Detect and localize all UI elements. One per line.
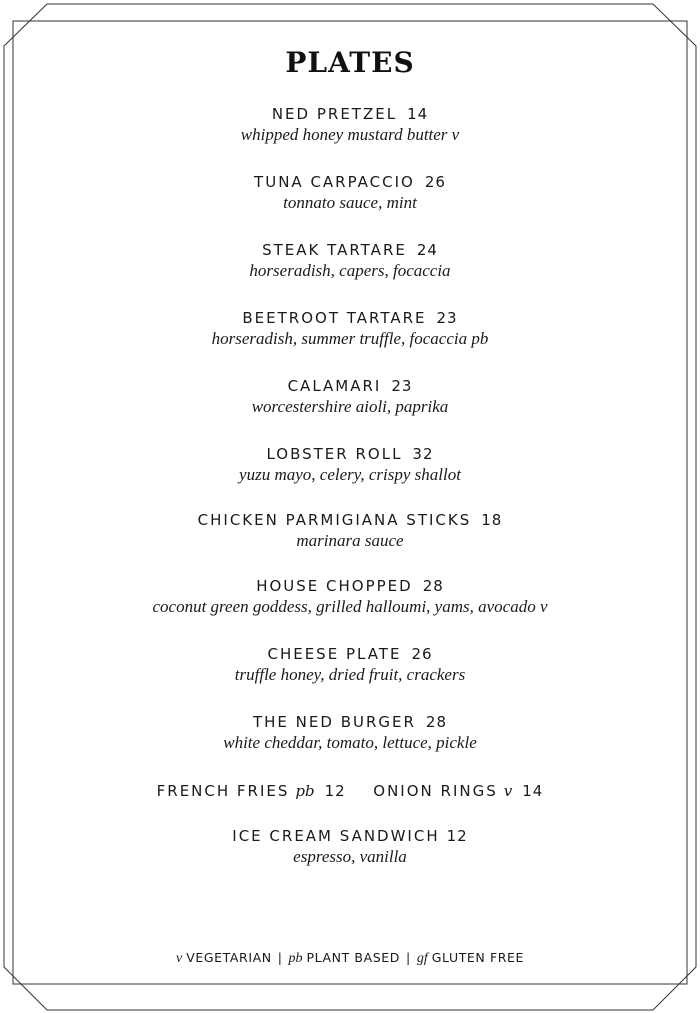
item-name-line xyxy=(0,444,700,464)
menu-item xyxy=(0,172,700,214)
item-name-line xyxy=(0,644,700,664)
item-name-line xyxy=(0,826,700,846)
item-name-line xyxy=(0,576,700,596)
item-price: 23 xyxy=(391,377,413,395)
item-description: white cheddar, tomato, lettuce, pickle xyxy=(223,733,477,752)
legend-separator: | xyxy=(277,950,283,965)
legend-gf-abbr: gf xyxy=(416,951,428,966)
item-description: tonnato sauce, mint xyxy=(283,193,417,212)
item-name-line xyxy=(0,510,700,530)
menu-item-dessert xyxy=(0,826,700,868)
legend-v-abbr: v xyxy=(175,951,183,966)
item-name-line xyxy=(0,712,700,732)
menu-item xyxy=(0,712,700,754)
item-price: 24 xyxy=(416,241,438,259)
menu-item xyxy=(0,510,700,552)
item-price: 14 xyxy=(407,105,429,123)
item-price: 12 xyxy=(446,827,468,845)
sides-name-line xyxy=(0,781,700,801)
item-description: whipped honey mustard butter v xyxy=(240,125,460,144)
menu-item xyxy=(0,576,700,618)
item-name: CHEESE PLATE xyxy=(267,645,402,663)
item-price: 26 xyxy=(411,645,433,663)
item-description: truffle honey, dried fruit, crackers xyxy=(234,665,466,684)
item-name-line xyxy=(0,376,700,396)
item-description: yuzu mayo, celery, crispy shallot xyxy=(239,465,461,484)
item-description: coconut green goddess, grilled halloumi, yams, avocado v xyxy=(152,597,548,616)
item-name: LOBSTER ROLL xyxy=(266,445,403,463)
dietary-legend xyxy=(0,950,700,967)
item-description: horseradish, summer truffle, focaccia pb xyxy=(211,329,489,348)
sides-line xyxy=(0,781,700,801)
item-description: worcestershire aioli, paprika xyxy=(251,397,449,416)
item-name: CALAMARI xyxy=(287,377,382,395)
legend-gf-label: GLUTEN FREE xyxy=(431,950,525,965)
item-description: espresso, vanilla xyxy=(293,847,407,866)
menu-item xyxy=(0,240,700,282)
item-description: horseradish, capers, focaccia xyxy=(249,261,451,280)
item-name: BEETROOT TARTARE xyxy=(242,309,427,327)
onion-rings-price: 14 xyxy=(522,782,544,800)
item-name: TUNA CARPACCIO xyxy=(254,173,415,191)
menu-item xyxy=(0,308,700,350)
legend-pb-label: PLANT BASED xyxy=(306,950,401,965)
item-price: 26 xyxy=(424,173,446,191)
item-name-line xyxy=(0,240,700,260)
item-name: THE NED BURGER xyxy=(252,713,416,731)
menu-item xyxy=(0,644,700,686)
fries-name: FRENCH FRIES xyxy=(156,782,290,800)
item-price: 32 xyxy=(412,445,434,463)
legend-v-label: VEGETARIAN xyxy=(186,950,272,965)
item-price: 28 xyxy=(422,577,444,595)
menu-title: PLATES xyxy=(285,46,415,79)
menu-item xyxy=(0,104,700,146)
item-name: HOUSE CHOPPED xyxy=(256,577,413,595)
item-name: CHICKEN PARMIGIANA STICKS xyxy=(197,511,472,529)
item-description: marinara sauce xyxy=(296,531,404,550)
fries-dietary-tag: pb xyxy=(295,782,315,800)
item-name-line xyxy=(0,172,700,192)
item-price: 18 xyxy=(481,511,503,529)
onion-rings-dietary-tag: v xyxy=(503,782,513,800)
legend-pb-abbr: pb xyxy=(288,951,303,966)
legend-separator: | xyxy=(406,950,411,965)
fries-price: 12 xyxy=(324,782,346,800)
item-price: 28 xyxy=(425,713,447,731)
item-name-line xyxy=(0,308,700,328)
menu-item xyxy=(0,444,700,486)
item-name: STEAK TARTARE xyxy=(262,241,407,259)
item-name-line xyxy=(0,104,700,124)
onion-rings-name: ONION RINGS xyxy=(373,782,498,800)
item-name: NED PRETZEL xyxy=(271,105,398,123)
item-name: ICE CREAM SANDWICH xyxy=(232,827,440,845)
menu-item xyxy=(0,376,700,418)
item-price: 23 xyxy=(436,309,458,327)
